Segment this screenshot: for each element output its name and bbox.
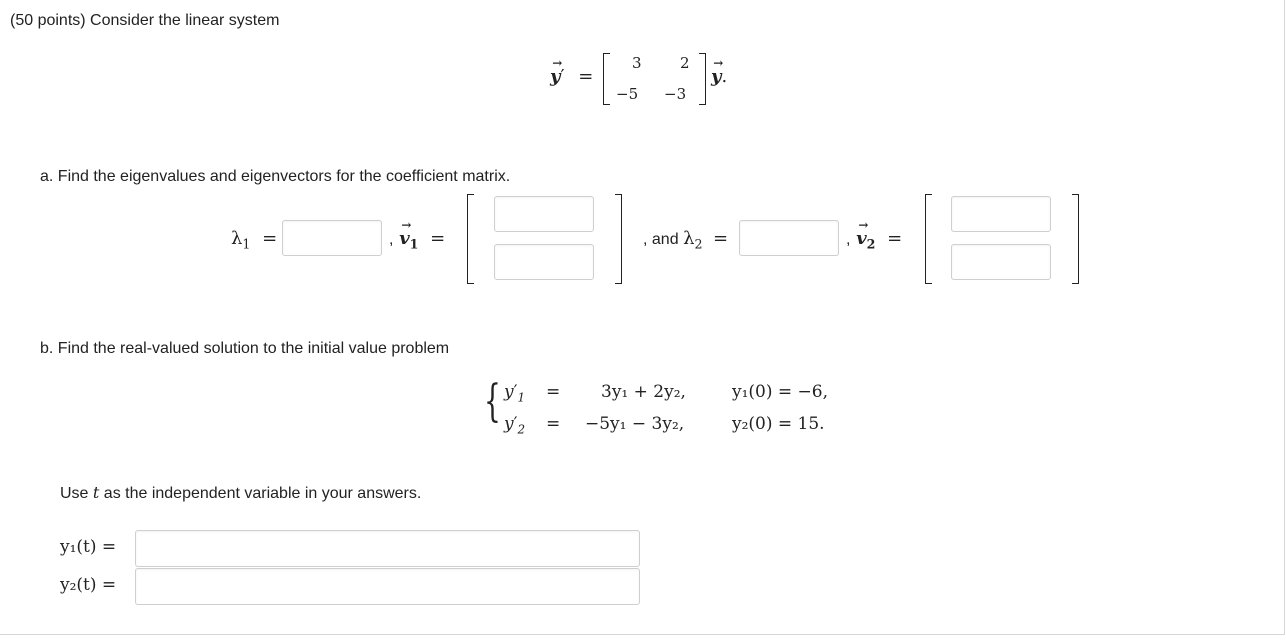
y2-input[interactable] <box>135 568 640 605</box>
lambda2-label: , and $\lambda_2$ = <box>643 228 729 252</box>
intro-text: Consider the linear system <box>90 12 280 29</box>
eq1-equals: = <box>546 382 561 402</box>
eq1-initial-condition: y₁(0) = −6, <box>732 382 829 402</box>
v2-top-input[interactable] <box>951 196 1051 232</box>
v1-left-bracket <box>467 194 474 284</box>
lambda2-input[interactable] <box>739 220 839 256</box>
eq1-lhs: $y'_1$ <box>504 382 526 405</box>
lambda1-label: $\lambda_1$ = <box>231 228 278 252</box>
lambda1-input[interactable] <box>282 220 382 256</box>
matrix-entry-21: −5 <box>616 85 639 103</box>
v1-label: , → $v_1$ = <box>389 218 446 252</box>
matrix-entry-12: 2 <box>680 54 690 72</box>
y-vector-rhs: → y <box>711 56 724 87</box>
y1-label: y₁(t) = <box>60 537 117 557</box>
eq1-rhs: 3y₁ + 2y₂, <box>601 382 686 402</box>
eq2-initial-condition: y₂(0) = 15. <box>732 414 825 434</box>
independent-variable-instruction: Use t as the independent variable in your answers. <box>60 483 422 502</box>
eq2-lhs: $y'_2$ <box>504 414 526 437</box>
part-b-prompt: b. Find the real-valued solution to the initial value problem <box>40 340 450 357</box>
v1-top-input[interactable] <box>494 196 594 232</box>
question-header <box>10 12 279 30</box>
v1-bottom-input[interactable] <box>494 244 594 280</box>
points-label: (50 points) <box>10 12 86 29</box>
system-equals: = <box>578 66 594 87</box>
v1-right-bracket <box>615 194 622 284</box>
prime-mark: ′ <box>560 66 565 87</box>
v2-label: , → $v_2$ = <box>846 218 903 252</box>
matrix-left-bracket <box>603 53 610 105</box>
system-brace: { <box>484 376 501 427</box>
part-a-prompt: a. Find the eigenvalues and eigenvectors for the coefficient matrix. <box>40 168 511 185</box>
y-vector: → y <box>550 56 563 87</box>
matrix-entry-22: −3 <box>664 85 687 103</box>
eq2-equals: = <box>546 414 561 434</box>
system-rhs: → y. <box>711 56 728 87</box>
system-lhs <box>550 56 594 87</box>
matrix-right-bracket <box>699 53 706 105</box>
matrix-entry-11: 3 <box>632 54 642 72</box>
y1-input[interactable] <box>135 530 640 567</box>
y2-label: y₂(t) = <box>60 575 117 595</box>
v2-right-bracket <box>1072 194 1079 284</box>
eq2-rhs: −5y₁ − 3y₂, <box>585 414 685 434</box>
v2-left-bracket <box>925 194 932 284</box>
v2-bottom-input[interactable] <box>951 244 1051 280</box>
